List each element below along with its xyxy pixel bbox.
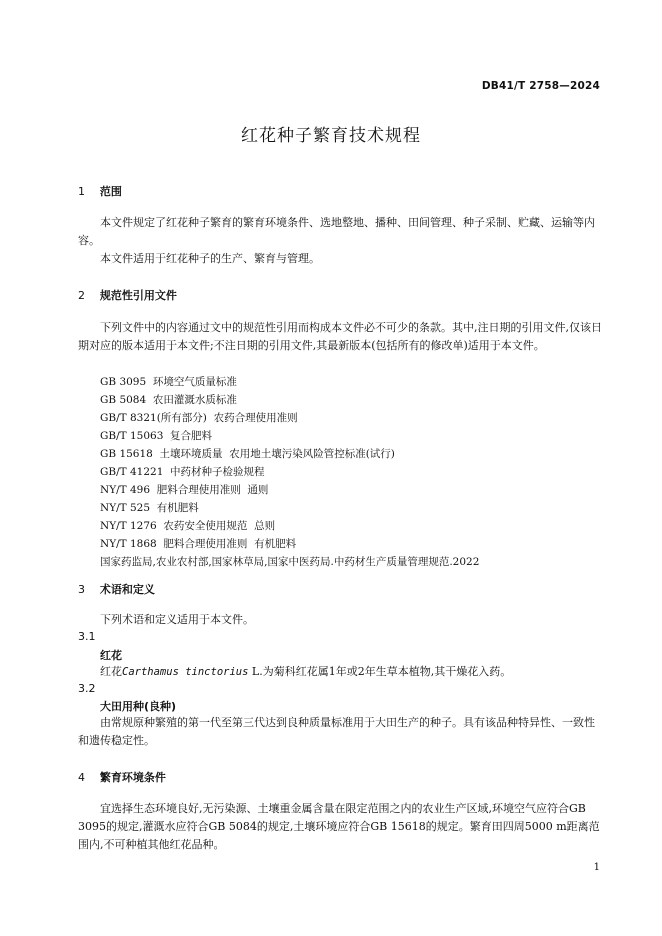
reference-item: GB/T 8321(所有部分) 农药合理使用准则 — [100, 412, 298, 424]
section-number: 2 — [78, 289, 85, 302]
section-title: 术语和定义 — [99, 583, 155, 596]
reference-item: GB 3095 环境空气质量标准 — [100, 376, 237, 388]
reference-item: GB 15618 土壤环境质量 农用地土壤污染风险管控标准(试行) — [100, 448, 395, 460]
reference-item: 国家药监局,农业农村部,国家林草局,国家中医药局.中药材生产质量管理规范.2022 — [100, 556, 480, 568]
term-number: 3.1 — [78, 630, 96, 643]
section-heading-4 — [78, 769, 166, 785]
section-title: 范围 — [99, 185, 122, 198]
page-number: 1 — [593, 862, 600, 873]
reference-item: GB/T 41221 中药材种子检验规程 — [100, 466, 265, 478]
definition-text: 红花 — [100, 665, 122, 678]
latin-name: Carthamus tinctorius — [122, 666, 249, 678]
section-title: 规范性引用文件 — [99, 289, 177, 302]
term-name: 大田用种(良种) — [100, 700, 177, 713]
term-number: 3.2 — [78, 682, 96, 695]
reference-item: GB 5084 农田灌溉水质标准 — [100, 394, 237, 406]
reference-item: GB/T 15063 复合肥料 — [100, 430, 213, 442]
term-definition — [78, 663, 602, 681]
document-title: 红花种子繁育技术规程 — [241, 126, 421, 146]
reference-item: NY/T 1868 肥料合理使用准则 有机肥料 — [100, 538, 297, 550]
section-number: 1 — [78, 185, 85, 198]
paragraph: 本文件适用于红花种子的生产、繁育与管理。 — [100, 252, 320, 265]
section-number: 4 — [78, 771, 85, 784]
paragraph: 本文件规定了红花种子繁育的繁育环境条件、选地整地、播种、田间管理、种子采制、贮藏、运输等内容。 — [78, 216, 595, 247]
section-heading-1 — [78, 183, 122, 199]
section-title: 繁育环境条件 — [99, 771, 166, 784]
reference-item: NY/T 525 有机肥料 — [100, 502, 199, 514]
section-heading-2 — [78, 287, 177, 303]
term-definition: 由常规原种繁殖的第一代至第三代达到良种质量标准用于大田生产的种子。具有该品种特异性、一致性和遗传稳定性。 — [78, 716, 595, 747]
paragraph: 下列文件中的内容通过文中的规范性引用而构成本文件必不可少的条款。其中,注日期的引用文件,仅该日期对应的版本适用于本文件;不注日期的引用文件,其最新版本(包括所有的修改单)适用于本文件。 — [78, 321, 602, 352]
definition-text: L.为菊科红花属1年或2年生草本植物,其干燥花入药。 — [248, 665, 512, 678]
section-heading-3 — [78, 581, 155, 597]
reference-item: NY/T 496 肥料合理使用准则 通则 — [100, 484, 269, 496]
paragraph: 宜选择生态环境良好,无污染源、土壤重金属含量在限定范围之内的农业生产区域,环境空气应符合GB 3095的规定,灌溉水应符合GB 5084的规定,土壤环境应符合GB 15618的规定。繁育田四周5000 m距离范围内,不可种植其他红花品种。 — [78, 802, 600, 851]
reference-item: NY/T 1276 农药安全使用规范 总则 — [100, 520, 276, 532]
section-number: 3 — [78, 583, 85, 596]
paragraph: 下列术语和定义适用于本文件。 — [100, 613, 254, 626]
document-number: DB41/T 2758—2024 — [481, 80, 600, 92]
term-name: 红花 — [100, 649, 122, 662]
